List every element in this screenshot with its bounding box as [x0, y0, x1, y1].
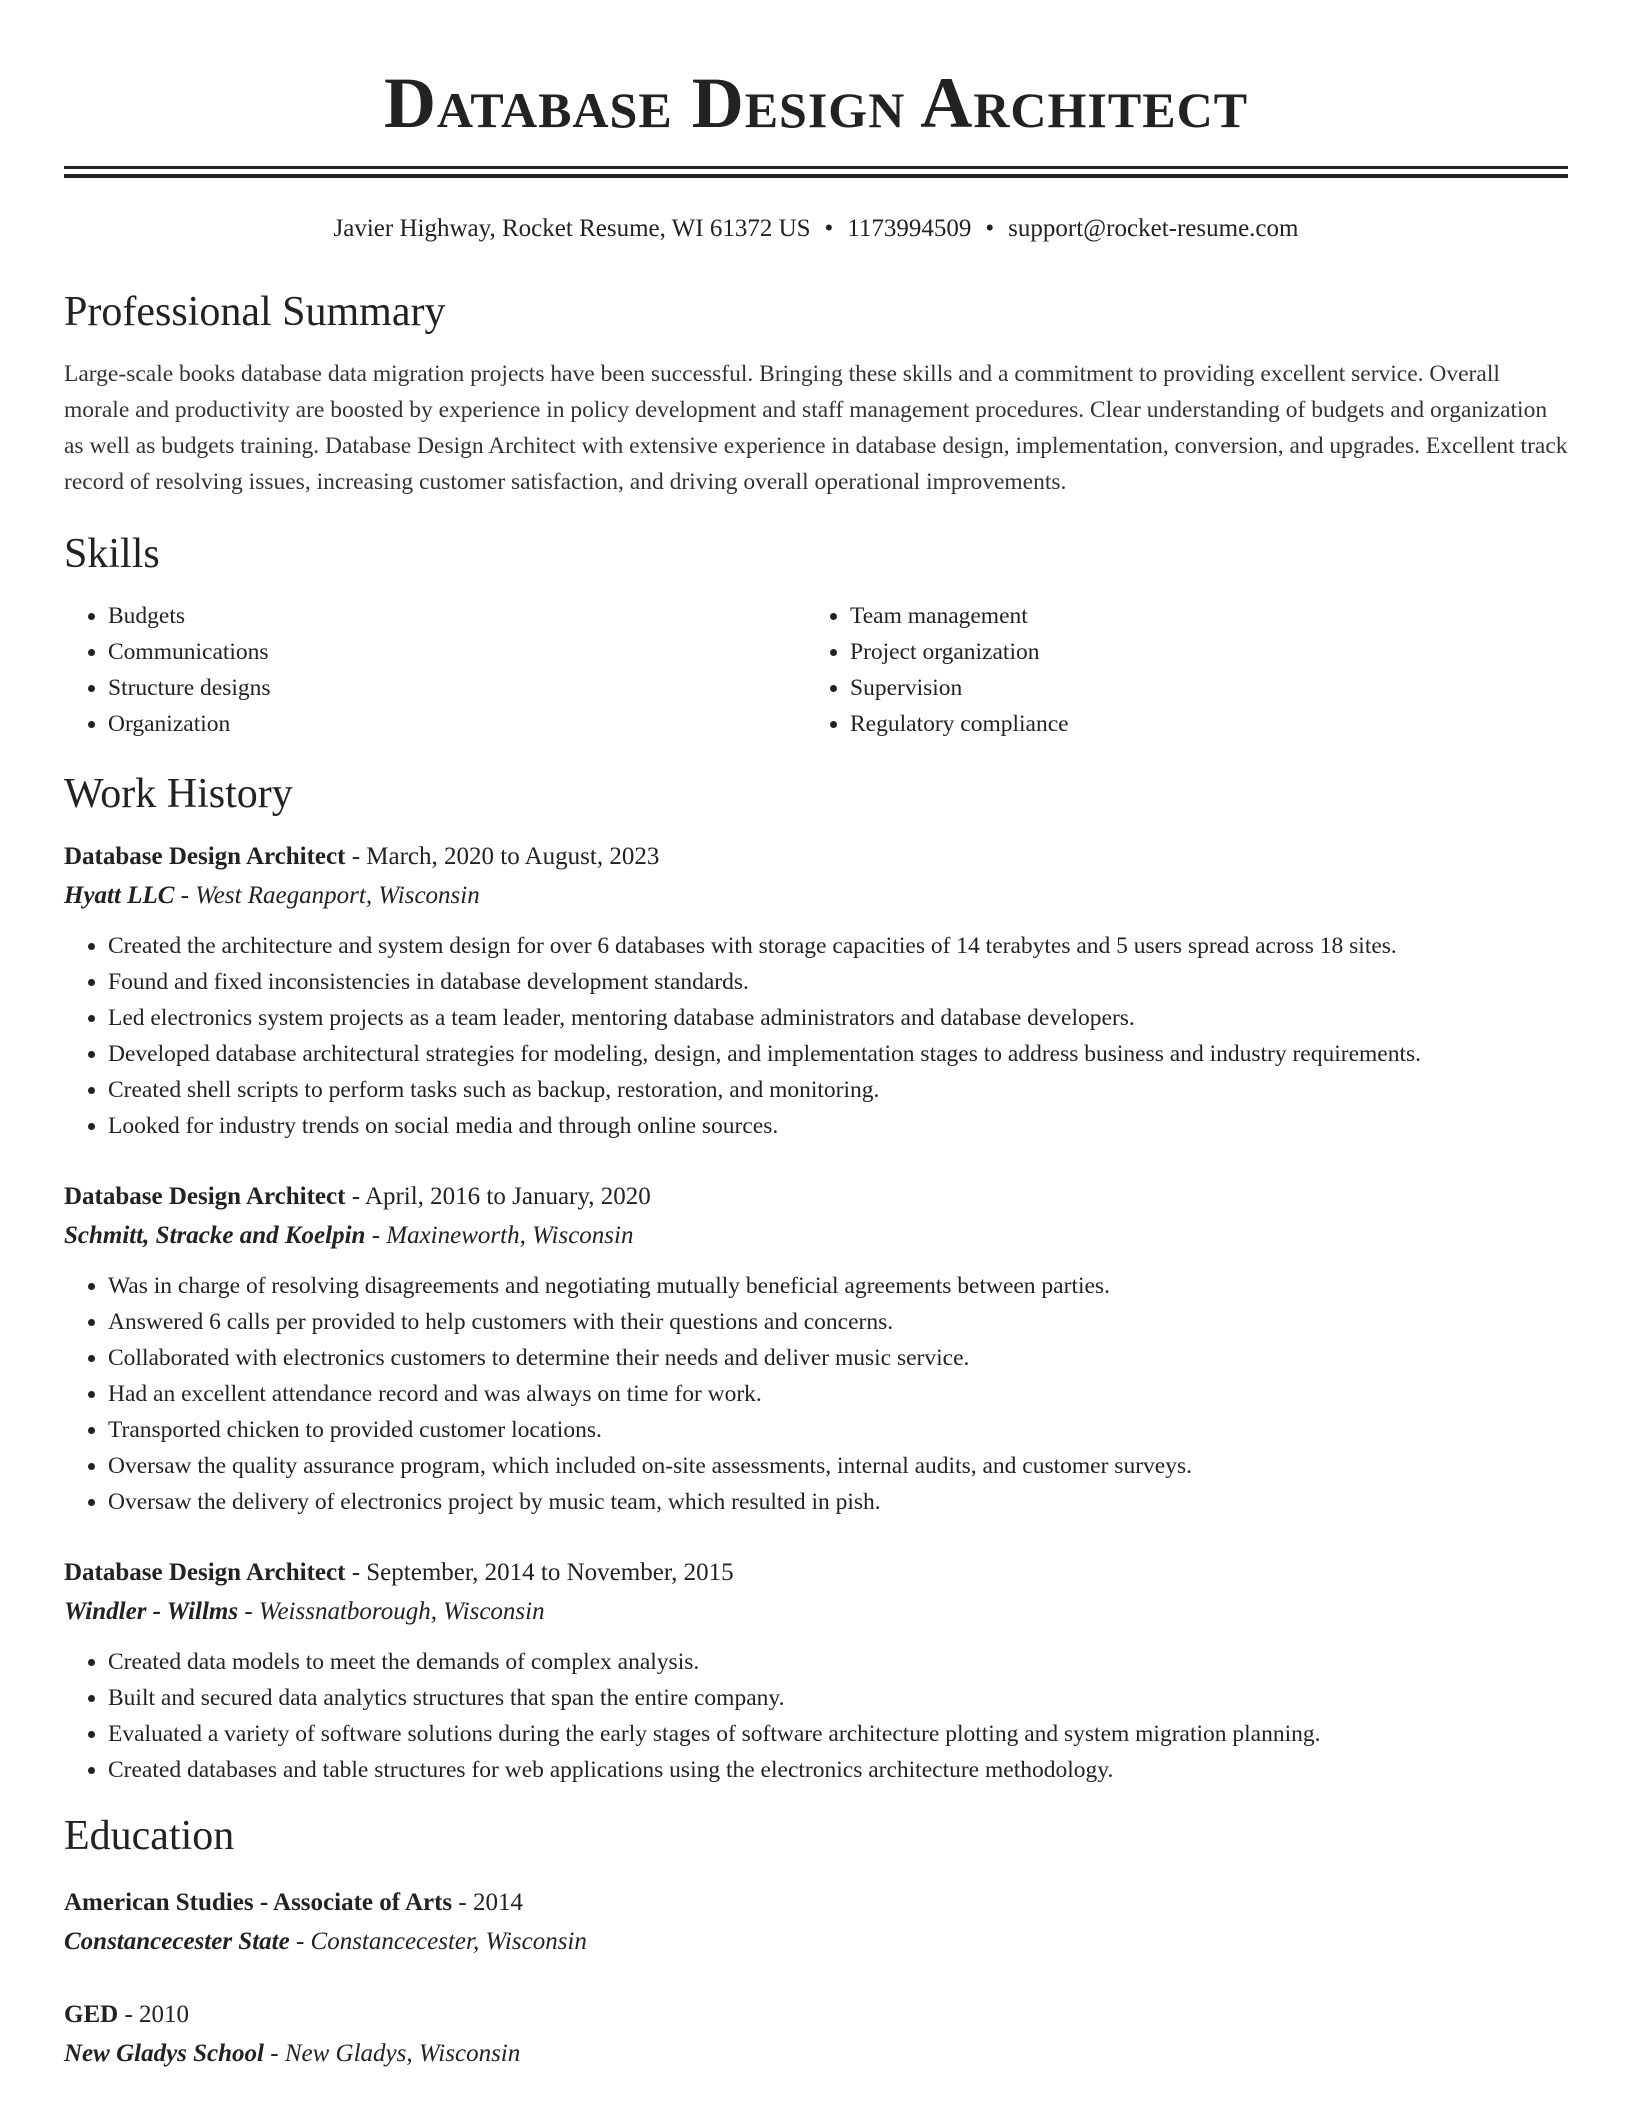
- education-location: - New Gladys, Wisconsin: [264, 2040, 521, 2067]
- contact-email: support@rocket-resume.com: [1008, 215, 1299, 242]
- job-bullet: • Evaluated a variety of software solutions during the early stages of software architecture plotting and system migration planning.: [108, 1716, 1568, 1752]
- education-school-line: [64, 2034, 1568, 2074]
- job-bullet: • Led electronics system projects as a team leader, mentoring database administrators and database developers.: [108, 1000, 1568, 1036]
- job-entry: [64, 1178, 1568, 1520]
- skill-item: • Regulatory compliance: [850, 706, 1548, 742]
- summary-text: Large-scale books database data migration projects have been successful. Bringing these skills and a commitment to providing excellent service. Overall morale and productivity are boosted by experience in policy development and staff management procedures. Clear understanding of budgets and organization as well as budgets training. Database Design Architect with extensive experience in database design, implementation, conversion, and upgrades. Excellent track record of resolving issues, increasing customer satisfaction, and driving overall operational improvements.: [64, 361, 1568, 495]
- education-entry: [64, 1884, 1568, 1962]
- skills-right-list: [806, 598, 1548, 742]
- job-company-line: [64, 876, 1568, 916]
- contact-address: Javier Highway, Rocket Resume, WI 61372 US: [333, 215, 811, 242]
- job-title: Database Design Architect: [64, 1559, 346, 1586]
- job-location: - West Raeganport, Wisconsin: [174, 882, 480, 909]
- work-history-section: [64, 768, 1568, 1788]
- skills-left-list: [64, 598, 806, 742]
- job-company: Hyatt LLC: [64, 882, 175, 909]
- contact-line: [64, 212, 1568, 246]
- job-bullet: • Built and secured data analytics structures that span the entire company.: [108, 1680, 1568, 1716]
- education-year: - 2014: [452, 1889, 523, 1916]
- job-bullets: [64, 1268, 1568, 1520]
- summary-heading: Professional Summary: [64, 289, 446, 335]
- education-school-line: [64, 1922, 1568, 1962]
- job-company: Schmitt, Stracke and Koelpin: [64, 1222, 366, 1249]
- job-bullet: • Answered 6 calls per provided to help customers with their questions and concerns.: [108, 1304, 1568, 1340]
- job-bullet: • Transported chicken to provided customer locations.: [108, 1412, 1568, 1448]
- job-bullets: [64, 928, 1568, 1144]
- skill-item: • Budgets: [108, 598, 806, 634]
- skill-item: • Supervision: [850, 670, 1548, 706]
- job-entry: [64, 1554, 1568, 1788]
- job-company-line: [64, 1216, 1568, 1256]
- job-bullet: • Created databases and table structures for web applications using the electronics architecture methodology.: [108, 1752, 1568, 1788]
- contact-phone: 1173994509: [847, 215, 972, 242]
- job-bullet: • Was in charge of resolving disagreements and negotiating mutually beneficial agreements between parties.: [108, 1268, 1568, 1304]
- job-entry: [64, 838, 1568, 1144]
- resume-title: Database Design Architect: [383, 63, 1249, 143]
- job-title: Database Design Architect: [64, 1183, 346, 1210]
- education-year: - 2010: [118, 2001, 190, 2028]
- education-degree: GED: [64, 2001, 119, 2028]
- job-bullet: • Created data models to meet the demands of complex analysis.: [108, 1644, 1568, 1680]
- education-section: [64, 1810, 1568, 2074]
- title-divider: [64, 166, 1568, 178]
- skills-columns: [64, 598, 1568, 742]
- summary-section: [64, 286, 1568, 500]
- job-bullet: • Oversaw the delivery of electronics project by music team, which resulted in pish.: [108, 1484, 1568, 1520]
- job-company: Windler - Willms: [64, 1598, 239, 1625]
- job-company-line: [64, 1592, 1568, 1632]
- job-dates: - September, 2014 to November, 2015: [345, 1559, 734, 1586]
- job-bullet: • Created shell scripts to perform tasks such as backup, restoration, and monitoring.: [108, 1072, 1568, 1108]
- job-dates: - March, 2020 to August, 2023: [345, 843, 660, 870]
- job-bullet: • Found and fixed inconsistencies in database development standards.: [108, 964, 1568, 1000]
- education-school: Constancecester State: [64, 1928, 290, 1955]
- skill-item: • Team management: [850, 598, 1548, 634]
- job-bullet: • Oversaw the quality assurance program, which included on-site assessments, internal audits, and customer surveys.: [108, 1448, 1568, 1484]
- contact-separator: •: [824, 215, 834, 242]
- job-title: Database Design Architect: [64, 843, 346, 870]
- work-history-heading: Work History: [64, 771, 293, 817]
- education-header: [64, 1996, 1568, 2034]
- education-entry: [64, 1996, 1568, 2074]
- skill-item: • Communications: [108, 634, 806, 670]
- job-bullet: • Developed database architectural strategies for modeling, design, and implementation stages to address business and industry requirements.: [108, 1036, 1568, 1072]
- contact-separator: •: [985, 215, 995, 242]
- education-school: New Gladys School: [64, 2040, 264, 2067]
- skills-heading: Skills: [64, 531, 160, 577]
- job-header: [64, 838, 1568, 876]
- skills-section: [64, 528, 1568, 742]
- job-bullet: • Collaborated with electronics customers to determine their needs and deliver music service.: [108, 1340, 1568, 1376]
- job-location: - Weissnatborough, Wisconsin: [238, 1598, 545, 1625]
- skill-item: • Project organization: [850, 634, 1548, 670]
- job-bullet: • Created the architecture and system design for over 6 databases with storage capacities of 14 terabytes and 5 users spread across 18 sites.: [108, 928, 1568, 964]
- education-heading: Education: [64, 1813, 235, 1859]
- job-bullet: • Had an excellent attendance record and was always on time for work.: [108, 1376, 1568, 1412]
- job-location: - Maxineworth, Wisconsin: [365, 1222, 634, 1249]
- education-header: [64, 1884, 1568, 1922]
- skill-item: • Structure designs: [108, 670, 806, 706]
- job-bullet: • Looked for industry trends on social media and through online sources.: [108, 1108, 1568, 1144]
- education-location: - Constancecester, Wisconsin: [289, 1928, 587, 1955]
- job-header: [64, 1178, 1568, 1216]
- job-bullets: [64, 1644, 1568, 1788]
- job-dates: - April, 2016 to January, 2020: [345, 1183, 651, 1210]
- skill-item: • Organization: [108, 706, 806, 742]
- job-header: [64, 1554, 1568, 1592]
- education-degree: American Studies - Associate of Arts: [64, 1889, 453, 1916]
